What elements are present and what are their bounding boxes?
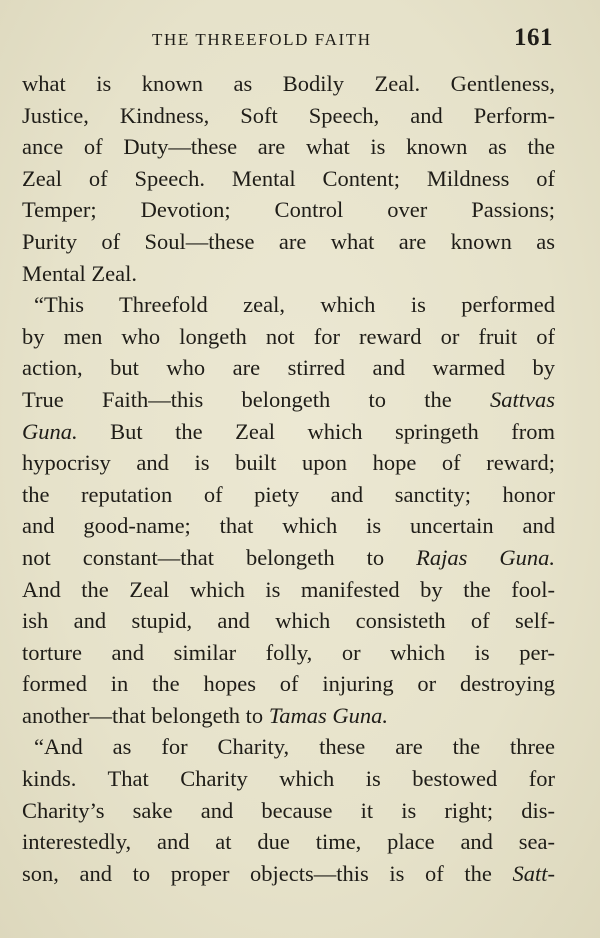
body-text — [22, 68, 555, 889]
text-line: Guna. But the Zeal which springeth from — [22, 418, 555, 444]
page-number: 161 — [514, 24, 553, 51]
text-line: Charity’s sake and because it is right; dis- — [22, 797, 555, 823]
text-line: Mental Zeal. — [22, 260, 137, 286]
text-line: kinds. That Charity which is bestowed for — [22, 766, 555, 792]
text-line: True Faith—this belongeth to the Sattvas — [22, 386, 555, 412]
text-line: interestedly, and at due time, place and sea- — [22, 829, 555, 855]
text-line: ance of Duty—these are what is known as the — [22, 134, 555, 160]
italic-term: Rajas Guna. — [416, 544, 555, 570]
text-line: not constant—that belongeth to Rajas Guna. — [22, 544, 555, 570]
text-line: action, but who are stirred and warmed by — [22, 355, 555, 381]
text-line: and good-name; that which is uncertain and — [22, 513, 555, 539]
text-line: “This Threefold zeal, which is performed — [34, 292, 555, 318]
italic-term: Sattvas — [490, 386, 555, 412]
text-line: Temper; Devotion; Control over Passions; — [22, 197, 555, 223]
text-line: hypocrisy and is built upon hope of reward; — [22, 450, 555, 476]
running-title: THE THREEFOLD FAITH — [152, 30, 372, 49]
text-line: formed in the hopes of injuring or destroying — [22, 671, 555, 697]
text-line: son, and to proper objects—this is of the Satt- — [22, 860, 555, 886]
page-header — [0, 24, 600, 58]
italic-term: Satt- — [512, 860, 555, 886]
text-line: And the Zeal which is manifested by the fool- — [22, 576, 555, 602]
text-line: Purity of Soul—these are what are known as — [22, 228, 555, 254]
italic-term: Tamas Guna. — [268, 702, 389, 728]
italic-term: Guna. — [22, 418, 78, 444]
text-line: Zeal of Speech. Mental Content; Mildness of — [22, 165, 555, 191]
text-line: another—that belongeth to Tamas Guna. — [22, 702, 389, 728]
text-line: ish and stupid, and which consisteth of self- — [22, 608, 555, 634]
text-line: what is known as Bodily Zeal. Gentleness, — [22, 71, 555, 96]
text-line: by men who longeth not for reward or fruit of — [22, 323, 555, 349]
text-line: “And as for Charity, these are the three — [34, 734, 555, 760]
text-line: the reputation of piety and sanctity; honor — [22, 481, 555, 507]
text-line: Justice, Kindness, Soft Speech, and Perform- — [22, 102, 555, 128]
text-line: torture and similar folly, or which is per- — [22, 639, 555, 665]
